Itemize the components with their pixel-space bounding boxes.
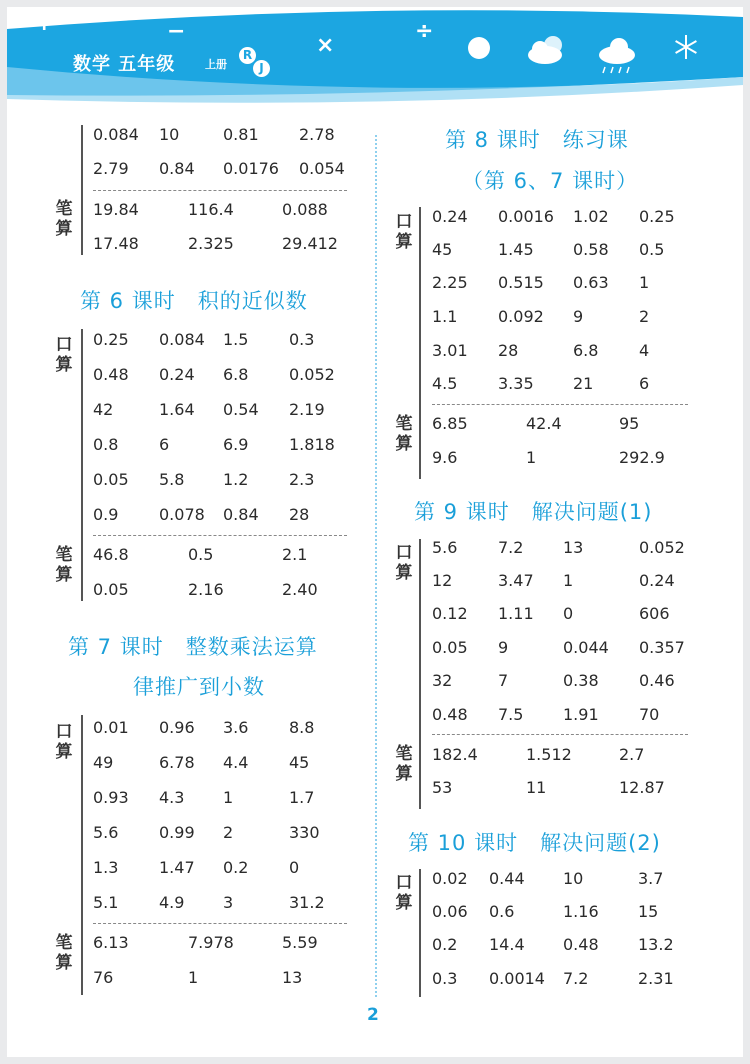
bracket [419, 869, 421, 997]
sun-icon [468, 37, 490, 59]
answer-value: 0.24 [159, 365, 195, 384]
answer-value: 3 [223, 893, 234, 912]
separator [93, 923, 347, 924]
answer-value: 0.084 [159, 330, 205, 349]
workbook-page [7, 7, 743, 1057]
bracket [81, 329, 83, 601]
lesson-title: 第 10 课时 解决问题(2) [408, 831, 661, 855]
answer-value: 0.2 [223, 858, 249, 877]
answer-value: 2.40 [282, 580, 318, 599]
answer-value: 0.0176 [223, 159, 279, 178]
answer-value: 0.054 [299, 159, 345, 178]
lesson-title: 第 7 课时 整数乘法运算 [68, 635, 318, 659]
bracket [419, 207, 421, 479]
answer-value: 0.44 [489, 869, 525, 888]
answer-value: 13 [563, 538, 584, 557]
answer-value: 9.6 [432, 448, 458, 467]
answer-value: 5.6 [432, 538, 458, 557]
answer-value: 4.4 [223, 753, 249, 772]
volume-label: 上册 [205, 58, 227, 71]
answer-value: 0.05 [432, 638, 468, 657]
answer-value: 1 [223, 788, 234, 807]
answer-value: 45 [289, 753, 310, 772]
lesson-title: 第 8 课时 练习课 [445, 128, 629, 152]
answer-value: 19.84 [93, 200, 139, 219]
separator [432, 734, 688, 735]
answer-value: 3.7 [638, 869, 664, 888]
answer-value: 330 [289, 823, 320, 842]
answer-value: 17.48 [93, 234, 139, 253]
answer-value: 0.052 [639, 538, 685, 557]
answer-value: 3.01 [432, 341, 468, 360]
answer-value: 0.6 [489, 902, 515, 921]
answer-value: 7.978 [188, 933, 234, 952]
answer-value: 2.25 [432, 273, 468, 292]
answer-value: 0.2 [432, 935, 458, 954]
answer-value: 0.01 [93, 718, 129, 737]
answer-value: 1.1 [432, 307, 458, 326]
lesson-title-cont: （第 6、7 课时） [462, 169, 639, 193]
answer-value: 1.11 [498, 604, 534, 623]
answer-value: 0.25 [93, 330, 129, 349]
answer-value: 1.7 [289, 788, 315, 807]
answer-value: 0.48 [563, 935, 599, 954]
answer-value: 0.02 [432, 869, 468, 888]
answer-value: 7.2 [498, 538, 524, 557]
answer-value: 1 [639, 273, 650, 292]
answer-value: 3.6 [223, 718, 249, 737]
answer-value: 5.1 [93, 893, 119, 912]
answer-value: 0.24 [432, 207, 468, 226]
answer-value: 1.818 [289, 435, 335, 454]
answer-value: 2.16 [188, 580, 224, 599]
mental-calc-label: 口算 [395, 873, 413, 913]
separator [432, 404, 688, 405]
answer-value: 0.05 [93, 580, 129, 599]
separator [93, 190, 347, 191]
lesson-title: 第 6 课时 积的近似数 [80, 289, 308, 313]
answer-value: 2 [639, 307, 650, 326]
answer-value: 3.47 [498, 571, 534, 590]
answer-value: 2.1 [282, 545, 308, 564]
times-icon: × [316, 33, 335, 58]
answer-value: 42 [93, 400, 114, 419]
lesson-title-cont: 律推广到小数 [133, 675, 265, 699]
answer-value: 7.2 [563, 969, 589, 988]
answer-value: 0.38 [563, 671, 599, 690]
answer-value: 76 [93, 968, 114, 987]
answer-value: 13 [282, 968, 303, 987]
answer-value: 116.4 [188, 200, 234, 219]
answer-value: 0.8 [93, 435, 119, 454]
divide-icon: ÷ [415, 19, 434, 44]
answer-value: 2.3 [289, 470, 315, 489]
answer-value: 0.078 [159, 505, 205, 524]
answer-value: 10 [563, 869, 584, 888]
answer-value: 0.3 [432, 969, 458, 988]
answer-value: 0.84 [159, 159, 195, 178]
answer-value: 31.2 [289, 893, 325, 912]
answer-value: 6.8 [573, 341, 599, 360]
answer-value: 6.13 [93, 933, 129, 952]
column-divider [375, 135, 377, 997]
page-number: 2 [367, 1005, 379, 1025]
written-calc-label: 笔算 [55, 933, 73, 973]
answer-value: 1.91 [563, 705, 599, 724]
answer-value: 2.7 [619, 745, 645, 764]
answer-value: 32 [432, 671, 453, 690]
answer-value: 0.48 [432, 705, 468, 724]
answer-value: 0.99 [159, 823, 195, 842]
answer-value: 3.35 [498, 374, 534, 393]
answer-value: 0.357 [639, 638, 685, 657]
answer-value: 6 [639, 374, 650, 393]
answer-value: 28 [498, 341, 519, 360]
answer-value: 45 [432, 240, 453, 259]
answer-value: 0.25 [639, 207, 675, 226]
answer-value: 0.088 [282, 200, 328, 219]
bracket [81, 125, 83, 255]
answer-value: 0.5 [188, 545, 214, 564]
book-title: 数学 五年级 [73, 54, 176, 75]
answer-value: 14.4 [489, 935, 525, 954]
answer-value: 1.64 [159, 400, 195, 419]
mental-calc-label: 口算 [55, 722, 73, 762]
answer-value: 2 [223, 823, 234, 842]
answer-value: 8.8 [289, 718, 315, 737]
answer-value: 70 [639, 705, 660, 724]
answer-value: 6.78 [159, 753, 195, 772]
answer-value: 182.4 [432, 745, 478, 764]
written-calc-label: 笔算 [395, 744, 413, 784]
lesson-title: 第 9 课时 解决问题(1) [414, 500, 653, 524]
answer-value: 42.4 [526, 414, 562, 433]
answer-value: 0.46 [639, 671, 675, 690]
answer-value: 6.8 [223, 365, 249, 384]
answer-value: 0.12 [432, 604, 468, 623]
answer-value: 9 [573, 307, 584, 326]
answer-value: 1 [526, 448, 537, 467]
written-calc-label: 笔算 [395, 414, 413, 454]
answer-value: 0 [563, 604, 574, 623]
answer-value: 7 [498, 671, 509, 690]
answer-value: 0.84 [223, 505, 259, 524]
answer-value: 9 [498, 638, 509, 657]
answer-value: 2.31 [638, 969, 674, 988]
answer-value: 46.8 [93, 545, 129, 564]
answer-value: 0.93 [93, 788, 129, 807]
answer-value: 13.2 [638, 935, 674, 954]
answer-value: 0.9 [93, 505, 119, 524]
mental-calc-label: 口算 [395, 212, 413, 252]
answer-value: 1.2 [223, 470, 249, 489]
answer-value: 0.54 [223, 400, 259, 419]
minus-icon: − [167, 19, 186, 44]
answer-value: 15 [638, 902, 659, 921]
answer-value: 2.79 [93, 159, 129, 178]
answer-value: 6 [159, 435, 170, 454]
answer-value: 0.092 [498, 307, 544, 326]
answer-value: 4 [639, 341, 650, 360]
answer-value: 0.96 [159, 718, 195, 737]
mental-calc-label: 口算 [395, 543, 413, 583]
written-calc-label: 笔算 [55, 545, 73, 585]
answer-value: 49 [93, 753, 114, 772]
bracket [419, 539, 421, 809]
answer-value: 2.325 [188, 234, 234, 253]
answer-value: 0.81 [223, 125, 259, 144]
answer-value: 1 [563, 571, 574, 590]
answer-value: 0.084 [93, 125, 139, 144]
answer-value: 0 [289, 858, 300, 877]
mental-calc-label: 口算 [55, 335, 73, 375]
answer-value: 29.412 [282, 234, 338, 253]
answer-value: 0.05 [93, 470, 129, 489]
answer-value: 0.5 [639, 240, 665, 259]
answer-value: 0.044 [563, 638, 609, 657]
bracket [81, 715, 83, 995]
answer-value: 6.9 [223, 435, 249, 454]
answer-value: 12.87 [619, 778, 665, 797]
written-calc-label: 笔算 [55, 199, 73, 239]
answer-value: 5.59 [282, 933, 318, 952]
answer-value: 95 [619, 414, 640, 433]
answer-value: 0.515 [498, 273, 544, 292]
answer-value: 1.47 [159, 858, 195, 877]
answer-value: 0.63 [573, 273, 609, 292]
answer-value: 606 [639, 604, 670, 623]
answer-value: 4.3 [159, 788, 185, 807]
answer-value: 21 [573, 374, 594, 393]
publisher-badge-r: R [239, 47, 256, 64]
plus-icon: + [35, 11, 54, 36]
answer-value: 1.02 [573, 207, 609, 226]
answer-value: 1 [188, 968, 199, 987]
answer-value: 53 [432, 778, 453, 797]
answer-value: 292.9 [619, 448, 665, 467]
answer-value: 1.3 [93, 858, 119, 877]
answer-value: 0.0014 [489, 969, 545, 988]
answer-value: 1.16 [563, 902, 599, 921]
answer-value: 6.85 [432, 414, 468, 433]
answer-value: 7.5 [498, 705, 524, 724]
answer-value: 2.78 [299, 125, 335, 144]
answer-value: 10 [159, 125, 180, 144]
separator [93, 535, 347, 536]
answer-value: 0.48 [93, 365, 129, 384]
answer-value: 0.58 [573, 240, 609, 259]
answer-value: 0.06 [432, 902, 468, 921]
publisher-badge-j: J [253, 60, 270, 77]
answer-value: 1.45 [498, 240, 534, 259]
answer-value: 2.19 [289, 400, 325, 419]
answer-value: 0.0016 [498, 207, 554, 226]
answer-value: 4.5 [432, 374, 458, 393]
answer-value: 4.9 [159, 893, 185, 912]
answer-value: 0.3 [289, 330, 315, 349]
answer-value: 5.8 [159, 470, 185, 489]
answer-value: 12 [432, 571, 453, 590]
answer-value: 1.512 [526, 745, 572, 764]
answer-value: 0.24 [639, 571, 675, 590]
answer-value: 28 [289, 505, 310, 524]
answer-value: 11 [526, 778, 547, 797]
answer-value: 5.6 [93, 823, 119, 842]
answer-value: 1.5 [223, 330, 249, 349]
answer-value: 0.052 [289, 365, 335, 384]
